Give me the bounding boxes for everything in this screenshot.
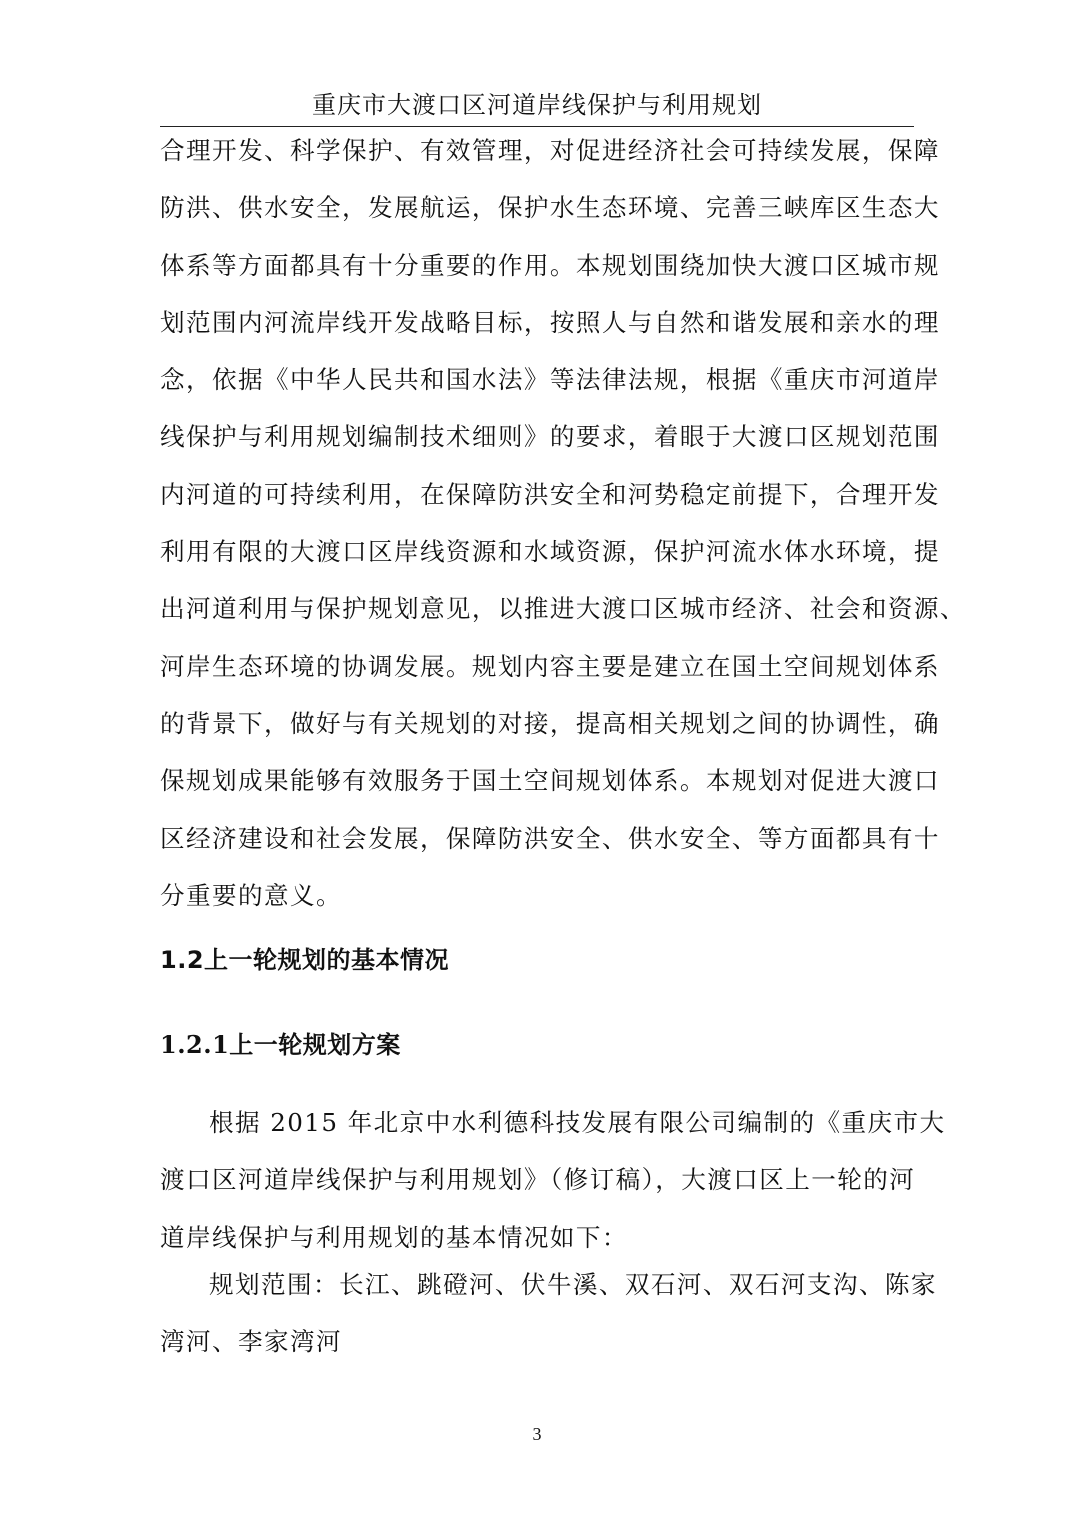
text-line: 念，依据《中华人民共和国水法》等法律法规，根据《重庆市河道岸	[160, 365, 940, 395]
text-line: 湾河、李家湾河	[160, 1327, 342, 1357]
section-heading-1-2-1: 1.2.1上一轮规划方案	[160, 1030, 401, 1059]
paragraph-planning-scope	[160, 1256, 937, 1371]
text-line: 区经济建设和社会发展，保障防洪安全、供水安全、等方面都具有十	[160, 823, 940, 853]
text-line: 根据 2015 年北京中水利德科技发展有限公司编制的《重庆市大	[209, 1108, 946, 1137]
page-number: 3	[532, 1424, 542, 1444]
paragraph-planning-purpose	[160, 122, 966, 924]
paragraph-previous-plan-source	[160, 1094, 946, 1266]
text-line: 线保护与利用规划编制技术细则》的要求，着眼于大渡口区规划范围	[160, 422, 940, 452]
text-line: 体系等方面都具有十分重要的作用。本规划围绕加快大渡口区城市规	[160, 250, 940, 280]
text-line: 规划范围：长江、跳磴河、伏牛溪、双石河、双石河支沟、陈家	[209, 1270, 937, 1299]
text-line: 道岸线保护与利用规划的基本情况如下：	[160, 1222, 628, 1252]
text-line: 出河道利用与保护规划意见，以推进大渡口区城市经济、社会和资源、	[160, 594, 966, 624]
text-line: 防洪、供水安全，发展航运，保护水生态环境、完善三峡库区生态大	[160, 193, 940, 223]
running-header-title: 重庆市大渡口区河道岸线保护与利用规划	[312, 91, 762, 119]
text-line: 合理开发、科学保护、有效管理，对促进经济社会可持续发展，保障	[160, 136, 940, 165]
text-line: 分重要的意义。	[160, 880, 342, 910]
section-heading-1-2: 1.2上一轮规划的基本情况	[160, 946, 450, 974]
text-line: 河岸生态环境的协调发展。规划内容主要是建立在国土空间规划体系	[160, 651, 940, 681]
text-line: 保规划成果能够有效服务于国土空间规划体系。本规划对促进大渡口	[160, 766, 940, 796]
text-line: 划范围内河流岸线开发战略目标，按照人与自然和谐发展和亲水的理	[160, 307, 940, 337]
text-line: 的背景下，做好与有关规划的对接，提高相关规划之间的协调性，确	[160, 708, 940, 738]
text-line: 渡口区河道岸线保护与利用规划》（修订稿），大渡口区上一轮的河	[160, 1165, 916, 1195]
text-line: 内河道的可持续利用，在保障防洪安全和河势稳定前提下，合理开发	[160, 479, 940, 509]
text-line: 利用有限的大渡口区岸线资源和水域资源，保护河流水体水环境，提	[160, 537, 940, 567]
